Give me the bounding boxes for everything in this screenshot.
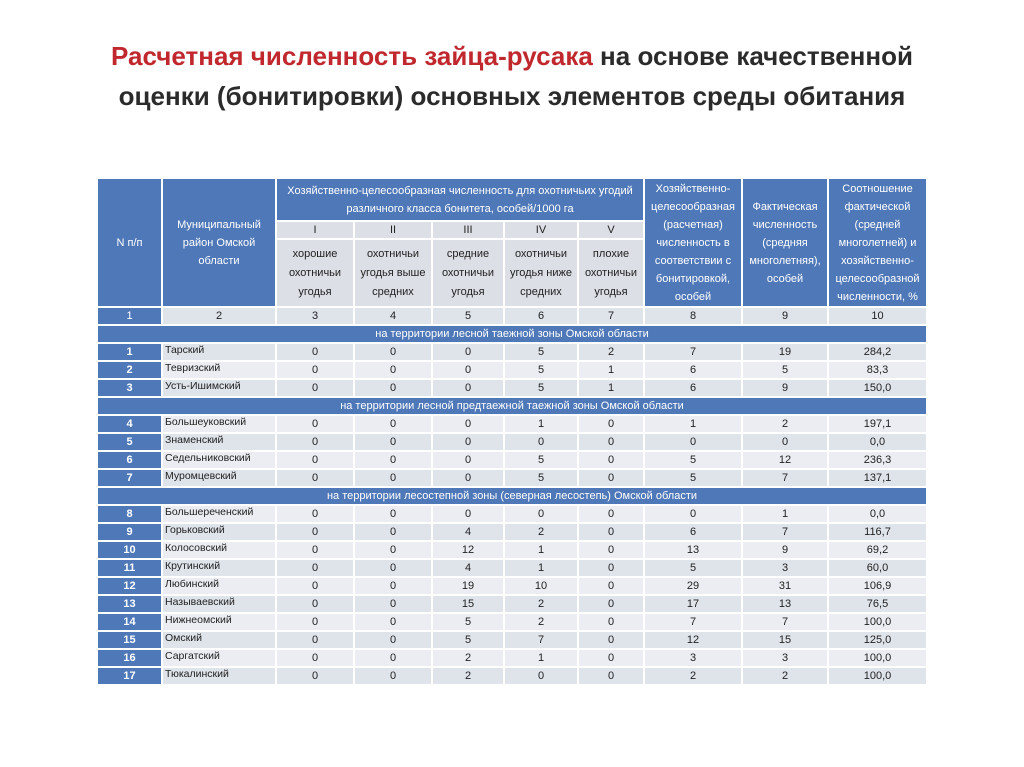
- cell-c5: 0: [579, 434, 643, 450]
- zone-row: [98, 326, 926, 342]
- cell-c4: 5: [505, 380, 577, 396]
- cell-ratio: 197,1: [829, 416, 926, 432]
- page-title: [0, 36, 1024, 116]
- cell-c4: 2: [505, 596, 577, 612]
- cell-n: 7: [98, 470, 161, 486]
- cell-c2: 0: [355, 542, 431, 558]
- cell-actual: 19: [743, 344, 827, 360]
- cell-c2: 0: [355, 524, 431, 540]
- cell-calc: 1: [645, 416, 741, 432]
- cell-c3: 12: [433, 542, 503, 558]
- cell-ratio: 0,0: [829, 434, 926, 450]
- cell-district: Тарский: [163, 344, 275, 360]
- cell-ratio: 116,7: [829, 524, 926, 540]
- title-line2: оценки (бонитировки) основных элементов среды обитания: [118, 81, 906, 111]
- cell-c2: 0: [355, 650, 431, 666]
- cell-calc: 7: [645, 344, 741, 360]
- cell-actual: 7: [743, 614, 827, 630]
- cell-district: Знаменский: [163, 434, 275, 450]
- zone-label: на территории лесостепной зоны (северная лесостепь) Омской области: [98, 488, 926, 504]
- table-row: [98, 596, 926, 612]
- cell-c1: 0: [277, 506, 353, 522]
- cell-c5: 0: [579, 596, 643, 612]
- cell-c3: 0: [433, 452, 503, 468]
- cell-c1: 0: [277, 668, 353, 684]
- cell-actual: 31: [743, 578, 827, 594]
- col-number: 4: [355, 308, 431, 324]
- zone-label: на территории лесной таежной зоны Омской области: [98, 326, 926, 342]
- cell-c1: 0: [277, 362, 353, 378]
- cell-calc: 0: [645, 506, 741, 522]
- header-actual: Фактическая численность (средняя многолетняя), особей: [743, 179, 827, 306]
- cell-c5: 0: [579, 614, 643, 630]
- table-row: [98, 524, 926, 540]
- cell-c3: 0: [433, 416, 503, 432]
- cell-c1: 0: [277, 650, 353, 666]
- cell-c3: 0: [433, 344, 503, 360]
- class-1-desc: хорошие охотничьи угодья: [277, 240, 353, 306]
- cell-c3: 0: [433, 362, 503, 378]
- cell-calc: 6: [645, 380, 741, 396]
- cell-c3: 0: [433, 470, 503, 486]
- cell-calc: 0: [645, 434, 741, 450]
- cell-c5: 0: [579, 506, 643, 522]
- cell-c2: 0: [355, 614, 431, 630]
- cell-c5: 0: [579, 416, 643, 432]
- cell-c5: 0: [579, 524, 643, 540]
- cell-n: 13: [98, 596, 161, 612]
- cell-c1: 0: [277, 614, 353, 630]
- header-calc: Хозяйственно-целесообразная (расчетная) численность в соответствии с бонитировкой, особей: [645, 179, 741, 306]
- cell-c3: 0: [433, 506, 503, 522]
- cell-c3: 19: [433, 578, 503, 594]
- cell-c2: 0: [355, 470, 431, 486]
- cell-ratio: 100,0: [829, 650, 926, 666]
- cell-c1: 0: [277, 632, 353, 648]
- cell-n: 1: [98, 344, 161, 360]
- col-number: 8: [645, 308, 741, 324]
- cell-ratio: 125,0: [829, 632, 926, 648]
- cell-district: Седельниковский: [163, 452, 275, 468]
- table-row: [98, 650, 926, 666]
- cell-ratio: 150,0: [829, 380, 926, 396]
- cell-actual: 9: [743, 542, 827, 558]
- cell-actual: 5: [743, 362, 827, 378]
- cell-c4: 1: [505, 542, 577, 558]
- cell-c2: 0: [355, 434, 431, 450]
- cell-actual: 7: [743, 524, 827, 540]
- cell-n: 16: [98, 650, 161, 666]
- cell-c3: 5: [433, 632, 503, 648]
- cell-n: 5: [98, 434, 161, 450]
- class-2-roman: II: [355, 222, 431, 238]
- cell-calc: 13: [645, 542, 741, 558]
- cell-c1: 0: [277, 560, 353, 576]
- cell-calc: 3: [645, 650, 741, 666]
- cell-c2: 0: [355, 668, 431, 684]
- cell-actual: 0: [743, 434, 827, 450]
- header-district: Муниципальный район Омской области: [163, 179, 275, 306]
- cell-calc: 6: [645, 362, 741, 378]
- cell-actual: 7: [743, 470, 827, 486]
- hare-population-table: [96, 177, 928, 686]
- table-row: [98, 452, 926, 468]
- cell-c5: 1: [579, 380, 643, 396]
- cell-c5: 0: [579, 578, 643, 594]
- cell-calc: 7: [645, 614, 741, 630]
- cell-c5: 2: [579, 344, 643, 360]
- cell-district: Крутинский: [163, 560, 275, 576]
- cell-c1: 0: [277, 470, 353, 486]
- column-number-row: [98, 308, 926, 324]
- cell-calc: 5: [645, 470, 741, 486]
- cell-actual: 3: [743, 560, 827, 576]
- cell-ratio: 284,2: [829, 344, 926, 360]
- cell-c4: 5: [505, 452, 577, 468]
- cell-calc: 5: [645, 452, 741, 468]
- cell-c4: 0: [505, 668, 577, 684]
- cell-c3: 0: [433, 434, 503, 450]
- cell-district: Тевризский: [163, 362, 275, 378]
- cell-district: Нижнеомский: [163, 614, 275, 630]
- cell-c3: 2: [433, 650, 503, 666]
- table-row: [98, 560, 926, 576]
- col-number: 7: [579, 308, 643, 324]
- cell-ratio: 83,3: [829, 362, 926, 378]
- table-row: [98, 578, 926, 594]
- zone-label: на территории лесной предтаежной таежной зоны Омской области: [98, 398, 926, 414]
- col-number: 6: [505, 308, 577, 324]
- title-highlight: Расчетная численность зайца-русака: [111, 41, 593, 71]
- header-num: N п/п: [98, 179, 161, 306]
- cell-c5: 0: [579, 560, 643, 576]
- cell-ratio: 236,3: [829, 452, 926, 468]
- cell-c1: 0: [277, 344, 353, 360]
- cell-ratio: 106,9: [829, 578, 926, 594]
- cell-actual: 12: [743, 452, 827, 468]
- table-row: [98, 434, 926, 450]
- col-number: 9: [743, 308, 827, 324]
- cell-n: 8: [98, 506, 161, 522]
- table-row: [98, 362, 926, 378]
- cell-ratio: 60,0: [829, 560, 926, 576]
- cell-c1: 0: [277, 452, 353, 468]
- class-5-roman: V: [579, 222, 643, 238]
- cell-c4: 5: [505, 344, 577, 360]
- col-number: 10: [829, 308, 926, 324]
- cell-n: 6: [98, 452, 161, 468]
- cell-c4: 2: [505, 614, 577, 630]
- cell-c5: 0: [579, 650, 643, 666]
- cell-district: Любинский: [163, 578, 275, 594]
- cell-ratio: 100,0: [829, 614, 926, 630]
- header-density: Хозяйственно-целесообразная численность для охотничьих угодий различного класса бонитета, особей/1000 га: [277, 179, 643, 220]
- cell-n: 15: [98, 632, 161, 648]
- cell-n: 12: [98, 578, 161, 594]
- cell-c4: 5: [505, 470, 577, 486]
- cell-calc: 12: [645, 632, 741, 648]
- col-number: 2: [163, 308, 275, 324]
- cell-c4: 2: [505, 524, 577, 540]
- cell-c3: 15: [433, 596, 503, 612]
- cell-actual: 9: [743, 380, 827, 396]
- cell-district: Саргатский: [163, 650, 275, 666]
- cell-ratio: 69,2: [829, 542, 926, 558]
- cell-ratio: 137,1: [829, 470, 926, 486]
- cell-c2: 0: [355, 362, 431, 378]
- cell-c2: 0: [355, 506, 431, 522]
- class-4-desc: охотничьи угодья ниже средних: [505, 240, 577, 306]
- table-row: [98, 506, 926, 522]
- cell-district: Тюкалинский: [163, 668, 275, 684]
- cell-c1: 0: [277, 380, 353, 396]
- cell-c2: 0: [355, 632, 431, 648]
- cell-n: 11: [98, 560, 161, 576]
- cell-c2: 0: [355, 560, 431, 576]
- table-row: [98, 668, 926, 684]
- table-row: [98, 344, 926, 360]
- cell-c2: 0: [355, 344, 431, 360]
- title-rest-line1: на основе качественной: [592, 41, 913, 71]
- cell-ratio: 0,0: [829, 506, 926, 522]
- cell-c4: 1: [505, 560, 577, 576]
- cell-c3: 0: [433, 380, 503, 396]
- cell-c2: 0: [355, 596, 431, 612]
- cell-c4: 0: [505, 434, 577, 450]
- cell-ratio: 76,5: [829, 596, 926, 612]
- cell-district: Большереченский: [163, 506, 275, 522]
- cell-n: 2: [98, 362, 161, 378]
- class-5-desc: плохие охотничьи угодья: [579, 240, 643, 306]
- cell-district: Колосовский: [163, 542, 275, 558]
- cell-c2: 0: [355, 416, 431, 432]
- cell-n: 3: [98, 380, 161, 396]
- cell-calc: 5: [645, 560, 741, 576]
- cell-calc: 6: [645, 524, 741, 540]
- table-row: [98, 632, 926, 648]
- cell-actual: 15: [743, 632, 827, 648]
- cell-c4: 7: [505, 632, 577, 648]
- cell-c1: 0: [277, 578, 353, 594]
- col-number: 3: [277, 308, 353, 324]
- cell-calc: 29: [645, 578, 741, 594]
- cell-c5: 0: [579, 632, 643, 648]
- cell-c2: 0: [355, 380, 431, 396]
- class-3-desc: средние охотничьи угодья: [433, 240, 503, 306]
- cell-district: Муромцевский: [163, 470, 275, 486]
- cell-c4: 5: [505, 362, 577, 378]
- cell-c3: 2: [433, 668, 503, 684]
- cell-c5: 0: [579, 542, 643, 558]
- table-row: [98, 614, 926, 630]
- col-number: 1: [98, 308, 161, 324]
- cell-n: 17: [98, 668, 161, 684]
- cell-n: 9: [98, 524, 161, 540]
- cell-c1: 0: [277, 524, 353, 540]
- col-number: 5: [433, 308, 503, 324]
- cell-actual: 2: [743, 416, 827, 432]
- cell-actual: 2: [743, 668, 827, 684]
- cell-ratio: 100,0: [829, 668, 926, 684]
- cell-calc: 2: [645, 668, 741, 684]
- cell-district: Омский: [163, 632, 275, 648]
- zone-row: [98, 398, 926, 414]
- cell-c1: 0: [277, 434, 353, 450]
- cell-c4: 10: [505, 578, 577, 594]
- cell-c4: 1: [505, 650, 577, 666]
- header-ratio: Соотношение фактической (средней многолетней) и хозяйственно-целесообразной численности, %: [829, 179, 926, 306]
- table-row: [98, 542, 926, 558]
- cell-c2: 0: [355, 578, 431, 594]
- cell-district: Большеуковский: [163, 416, 275, 432]
- zone-row: [98, 488, 926, 504]
- class-4-roman: IV: [505, 222, 577, 238]
- cell-district: Усть-Ишимский: [163, 380, 275, 396]
- table-row: [98, 470, 926, 486]
- cell-c3: 4: [433, 524, 503, 540]
- class-2-desc: охотничьи угодья выше средних: [355, 240, 431, 306]
- cell-n: 14: [98, 614, 161, 630]
- cell-actual: 1: [743, 506, 827, 522]
- cell-c4: 1: [505, 416, 577, 432]
- cell-calc: 17: [645, 596, 741, 612]
- cell-c3: 5: [433, 614, 503, 630]
- cell-actual: 3: [743, 650, 827, 666]
- cell-c5: 0: [579, 452, 643, 468]
- table-row: [98, 380, 926, 396]
- cell-c1: 0: [277, 542, 353, 558]
- cell-c1: 0: [277, 596, 353, 612]
- cell-c5: 1: [579, 362, 643, 378]
- cell-n: 4: [98, 416, 161, 432]
- cell-c1: 0: [277, 416, 353, 432]
- cell-c2: 0: [355, 452, 431, 468]
- cell-c3: 4: [433, 560, 503, 576]
- cell-actual: 13: [743, 596, 827, 612]
- cell-c5: 0: [579, 470, 643, 486]
- table-row: [98, 416, 926, 432]
- cell-c5: 0: [579, 668, 643, 684]
- class-3-roman: III: [433, 222, 503, 238]
- class-1-roman: I: [277, 222, 353, 238]
- cell-n: 10: [98, 542, 161, 558]
- cell-c4: 0: [505, 506, 577, 522]
- table-body: [98, 308, 926, 684]
- cell-district: Называевский: [163, 596, 275, 612]
- cell-district: Горьковский: [163, 524, 275, 540]
